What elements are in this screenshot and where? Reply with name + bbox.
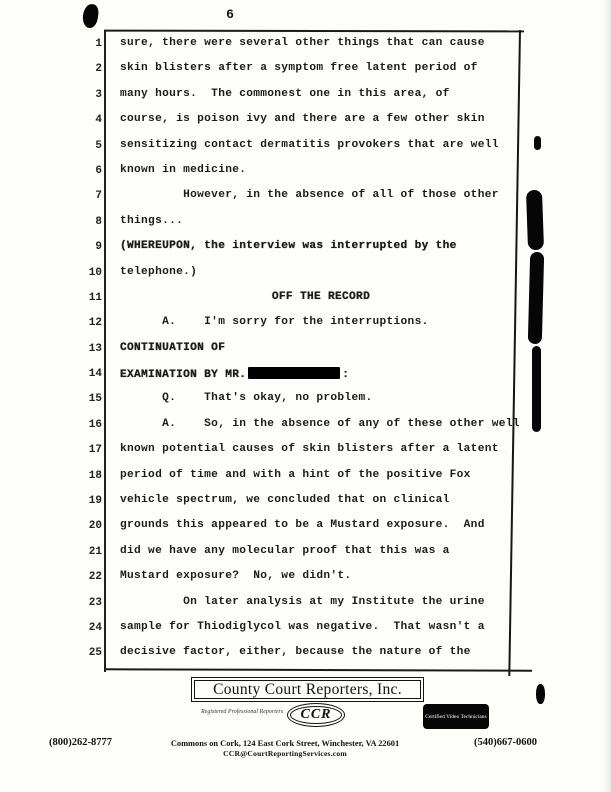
transcript-text: sure, there were several other things that can cause xyxy=(120,37,485,49)
line-number: 17 xyxy=(88,444,102,457)
line-number: 24 xyxy=(88,621,102,634)
line-number: 16 xyxy=(88,418,102,431)
right-tagline: Certified Video Technicians xyxy=(423,704,489,729)
line-number: 13 xyxy=(88,342,102,355)
line-number: 15 xyxy=(88,393,102,406)
transcript-line xyxy=(80,545,522,570)
transcript-text: EXAMINATION BY MR. : xyxy=(120,369,350,382)
scan-artifact xyxy=(534,136,541,150)
scan-artifact xyxy=(536,684,545,704)
transcript-text: grounds this appeared to be a Mustard exposure. And xyxy=(120,519,485,532)
transcript-line xyxy=(80,266,522,291)
scan-artifact xyxy=(526,190,544,251)
transcript-line xyxy=(80,88,522,113)
transcript-text: CONTINUATION OF xyxy=(120,341,226,354)
transcript-text: skin blisters after a symptom free latent period of xyxy=(120,62,478,75)
transcript-line xyxy=(80,62,522,87)
line-number: 22 xyxy=(88,571,102,584)
line-number: 20 xyxy=(88,520,102,533)
line-number: 11 xyxy=(88,291,102,304)
company-name: County Court Reporters, Inc. xyxy=(213,680,402,698)
email-line: CCR@CourtReportingServices.com xyxy=(223,749,347,758)
phone-left: (800)262-8777 xyxy=(49,737,112,748)
line-number: 14 xyxy=(88,368,102,381)
transcript-line xyxy=(80,621,522,646)
phone-right: (540)667-0600 xyxy=(474,737,537,748)
transcript-text: Q. That's okay, no problem. xyxy=(120,392,373,405)
transcript-text: On later analysis at my Institute the urine xyxy=(120,595,485,608)
page-number: 6 xyxy=(226,7,234,22)
line-number: 19 xyxy=(88,495,102,508)
line-number: 1 xyxy=(95,38,102,50)
company-name-box xyxy=(191,677,424,702)
transcript-line xyxy=(80,367,522,392)
scan-artifact xyxy=(528,252,544,344)
transcript-text: known potential causes of skin blisters after a latent xyxy=(120,443,499,456)
line-number: 8 xyxy=(95,215,102,228)
transcript-text: things... xyxy=(120,214,184,227)
transcript-line xyxy=(80,139,522,164)
transcript-text: course, is poison ivy and there are a few other skin xyxy=(120,113,485,126)
transcript-text: sensitizing contact dermatitis provokers that are well xyxy=(120,138,499,151)
transcript-text: did we have any molecular proof that this was a xyxy=(120,544,450,557)
transcript-body xyxy=(80,37,522,672)
ccr-logo xyxy=(287,703,345,727)
transcript-text: Mustard exposure? No, we didn't. xyxy=(120,570,352,583)
scan-artifact xyxy=(81,3,99,29)
transcript-text: period of time and with a hint of the positive Fox xyxy=(120,468,471,481)
line-number: 25 xyxy=(88,647,102,660)
ccr-logo-text: CCR xyxy=(300,707,332,722)
line-number: 23 xyxy=(88,596,102,609)
transcript-text: (WHEREUPON, the interview was interrupted by the xyxy=(120,240,457,253)
transcript-text: OFF THE RECORD xyxy=(271,290,371,303)
line-number: 18 xyxy=(88,469,102,482)
transcript-line xyxy=(80,392,522,417)
transcript-text: However, in the absence of all of those other xyxy=(120,189,499,202)
transcript-text: telephone.) xyxy=(120,265,198,278)
company-name-inner-border xyxy=(194,680,421,699)
transcript-line xyxy=(80,469,522,494)
line-number: 5 xyxy=(95,139,102,152)
line-number: 21 xyxy=(88,545,102,558)
line-number: 3 xyxy=(95,88,102,101)
transcript-line xyxy=(80,646,522,671)
transcript-line xyxy=(80,113,522,138)
transcript-text: A. I'm sorry for the interruptions. xyxy=(120,316,429,329)
transcript-line xyxy=(80,240,522,265)
transcript-text: many hours. The commonest one in this area, of xyxy=(120,87,450,100)
transcript-text: vehicle spectrum, we concluded that on clinical xyxy=(120,494,450,507)
line-number: 7 xyxy=(95,190,102,203)
line-number: 12 xyxy=(88,317,102,330)
transcript-line xyxy=(80,596,522,621)
transcript-line xyxy=(80,316,522,341)
transcript-line xyxy=(80,215,522,240)
transcript-line xyxy=(80,37,522,62)
transcript-line xyxy=(80,291,522,316)
line-number: 2 xyxy=(95,63,102,76)
line-number: 6 xyxy=(95,164,102,177)
transcript-text: A. So, in the absence of any of these other well xyxy=(120,417,520,430)
transcript-text: known in medicine. xyxy=(120,163,247,176)
transcript-line xyxy=(80,494,522,519)
transcript-line xyxy=(80,443,522,468)
transcript-line xyxy=(80,570,522,595)
transcript-line xyxy=(80,164,522,189)
transcript-border-top xyxy=(104,30,524,33)
transcript-line xyxy=(80,189,522,214)
transcript-text: decisive factor, either, because the nature of the xyxy=(120,646,471,659)
scan-edge-shadow xyxy=(603,0,611,792)
transcript-text: sample for Thiodiglycol was negative. That wasn't a xyxy=(120,620,485,633)
scan-artifact xyxy=(532,346,541,432)
redaction-box xyxy=(248,367,340,379)
transcript-line xyxy=(80,519,522,544)
line-number: 9 xyxy=(95,241,102,254)
left-tagline: Registered Professional Reporters xyxy=(201,709,284,715)
address-line: Commons on Cork, 124 East Cork Street, Winchester, VA 22601 xyxy=(170,739,400,748)
line-number: 10 xyxy=(88,266,102,279)
transcript-line xyxy=(80,342,522,367)
transcript-line xyxy=(80,418,522,443)
line-number: 4 xyxy=(95,114,102,127)
